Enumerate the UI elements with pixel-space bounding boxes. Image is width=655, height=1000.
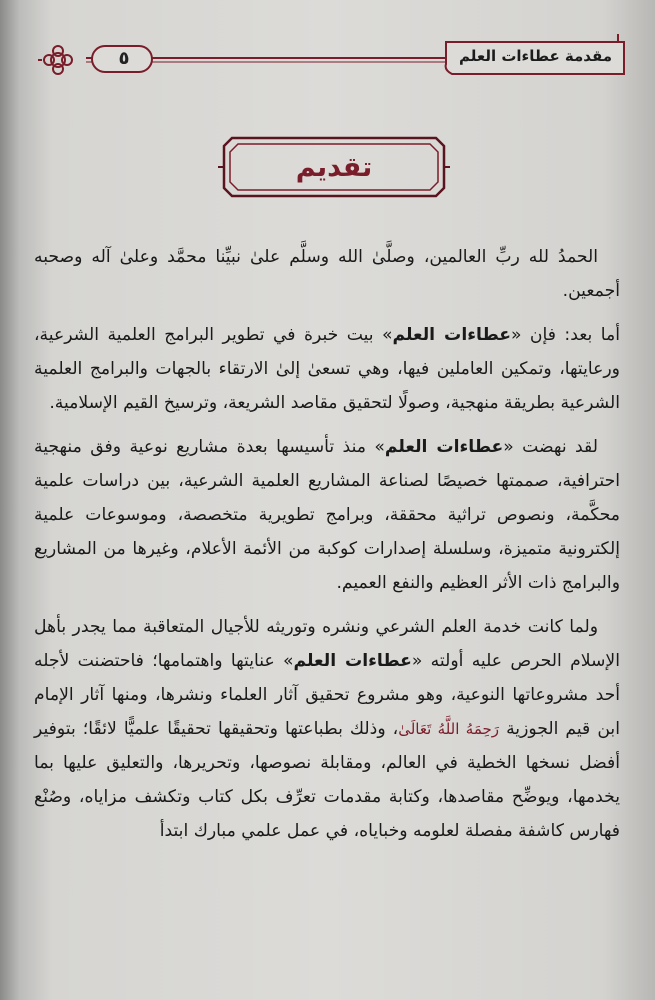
- paragraph-2-before: أما بعد: فإن «: [510, 325, 620, 345]
- page-number: ٥: [118, 47, 130, 69]
- honorific-phrase: رَحِمَهُ اللَّهُ تَعَالَىٰ: [398, 720, 500, 738]
- paragraph-3: [34, 430, 620, 600]
- paragraph-4-bold: عطاءات العلم: [293, 651, 412, 671]
- paragraph-2-after: » بيت خبرة في تطوير البرامج العلمية الشرعية، ورعايتها، وتمكين العاملين فيها، وهي تسعىٰ إلىٰ الارتقاء بالجهات والبرامج العلمية الشرعية بطريقة منهجية، وصولًا لتحقيق مقاصد الشريعة، وترسيخ القيم الإسلامية.: [34, 325, 620, 413]
- paragraph-1: [34, 240, 620, 308]
- title-frame: [218, 132, 450, 202]
- paragraph-3-bold: عطاءات العلم: [384, 437, 504, 457]
- paragraph-4-before: ولما كانت خدمة العلم الشرعي ونشره وتوريثه للأجيال المتعاقبة مما يجدر بأهل الإسلام الحرص عليه أولته «: [34, 617, 620, 671]
- running-title: مقدمة عطاءات العلم: [458, 47, 613, 65]
- page-header: [34, 34, 630, 86]
- paragraph-3-after: » منذ تأسيسها بعدة مشاريع نوعية وفق منهجية احترافية، صممتها خصيصًا لصناعة المشاريع العلمية الشرعية، بين دراسات علمية محكَّمة، ونصوص تراثية محققة، وبرامج تطويرية متخصصة، وموسوعات علمية إلكترونية متميزة، وسلسلة إصدارات كوكبة من الأئمة الأعلام، وغيرها من المشاريع والبرامج ذات الأثر العظيم والنفع العميم.: [34, 437, 620, 593]
- paragraph-4-after: ، وذلك بطباعتها وتحقيقها تحقيقًا علميًّا لائقًا؛ بتوفير أفضل نسخها الخطية في العالم، ومقابلة نصوصها، وتحريرها، والتعليق عليها بما يخدمها، ويوضِّح مقاصدها، وكتابة مقدمات تعرِّف بكل كتاب وتكشف مزاياه، وصُنْع فهارس كاشفة مفصلة لعلومه وخباياه، في عمل علمي مبارك ابتدأ: [34, 719, 620, 841]
- paragraph-2-bold: عطاءات العلم: [392, 325, 511, 345]
- body-text: [34, 240, 620, 858]
- paragraph-4-middle: » عنايتها واهتمامها؛ فاحتضنت لأجله أحد مشروعاتها النوعية، وهو مشروع تحقيق آثار العلماء ونشرها، ومنها آثار الإمام ابن قيم الجوزية: [34, 651, 620, 739]
- paragraph-2: [34, 318, 620, 420]
- paragraph-4: [34, 610, 620, 848]
- section-title: تقديم: [295, 151, 373, 183]
- paragraph-1-text: الحمدُ لله ربِّ العالمين، وصلَّىٰ الله وسلَّم علىٰ نبيِّنا محمَّد وعلىٰ آله وصحبه أجمعين.: [34, 247, 620, 301]
- paragraph-3-before: لقد نهضت «: [503, 437, 598, 457]
